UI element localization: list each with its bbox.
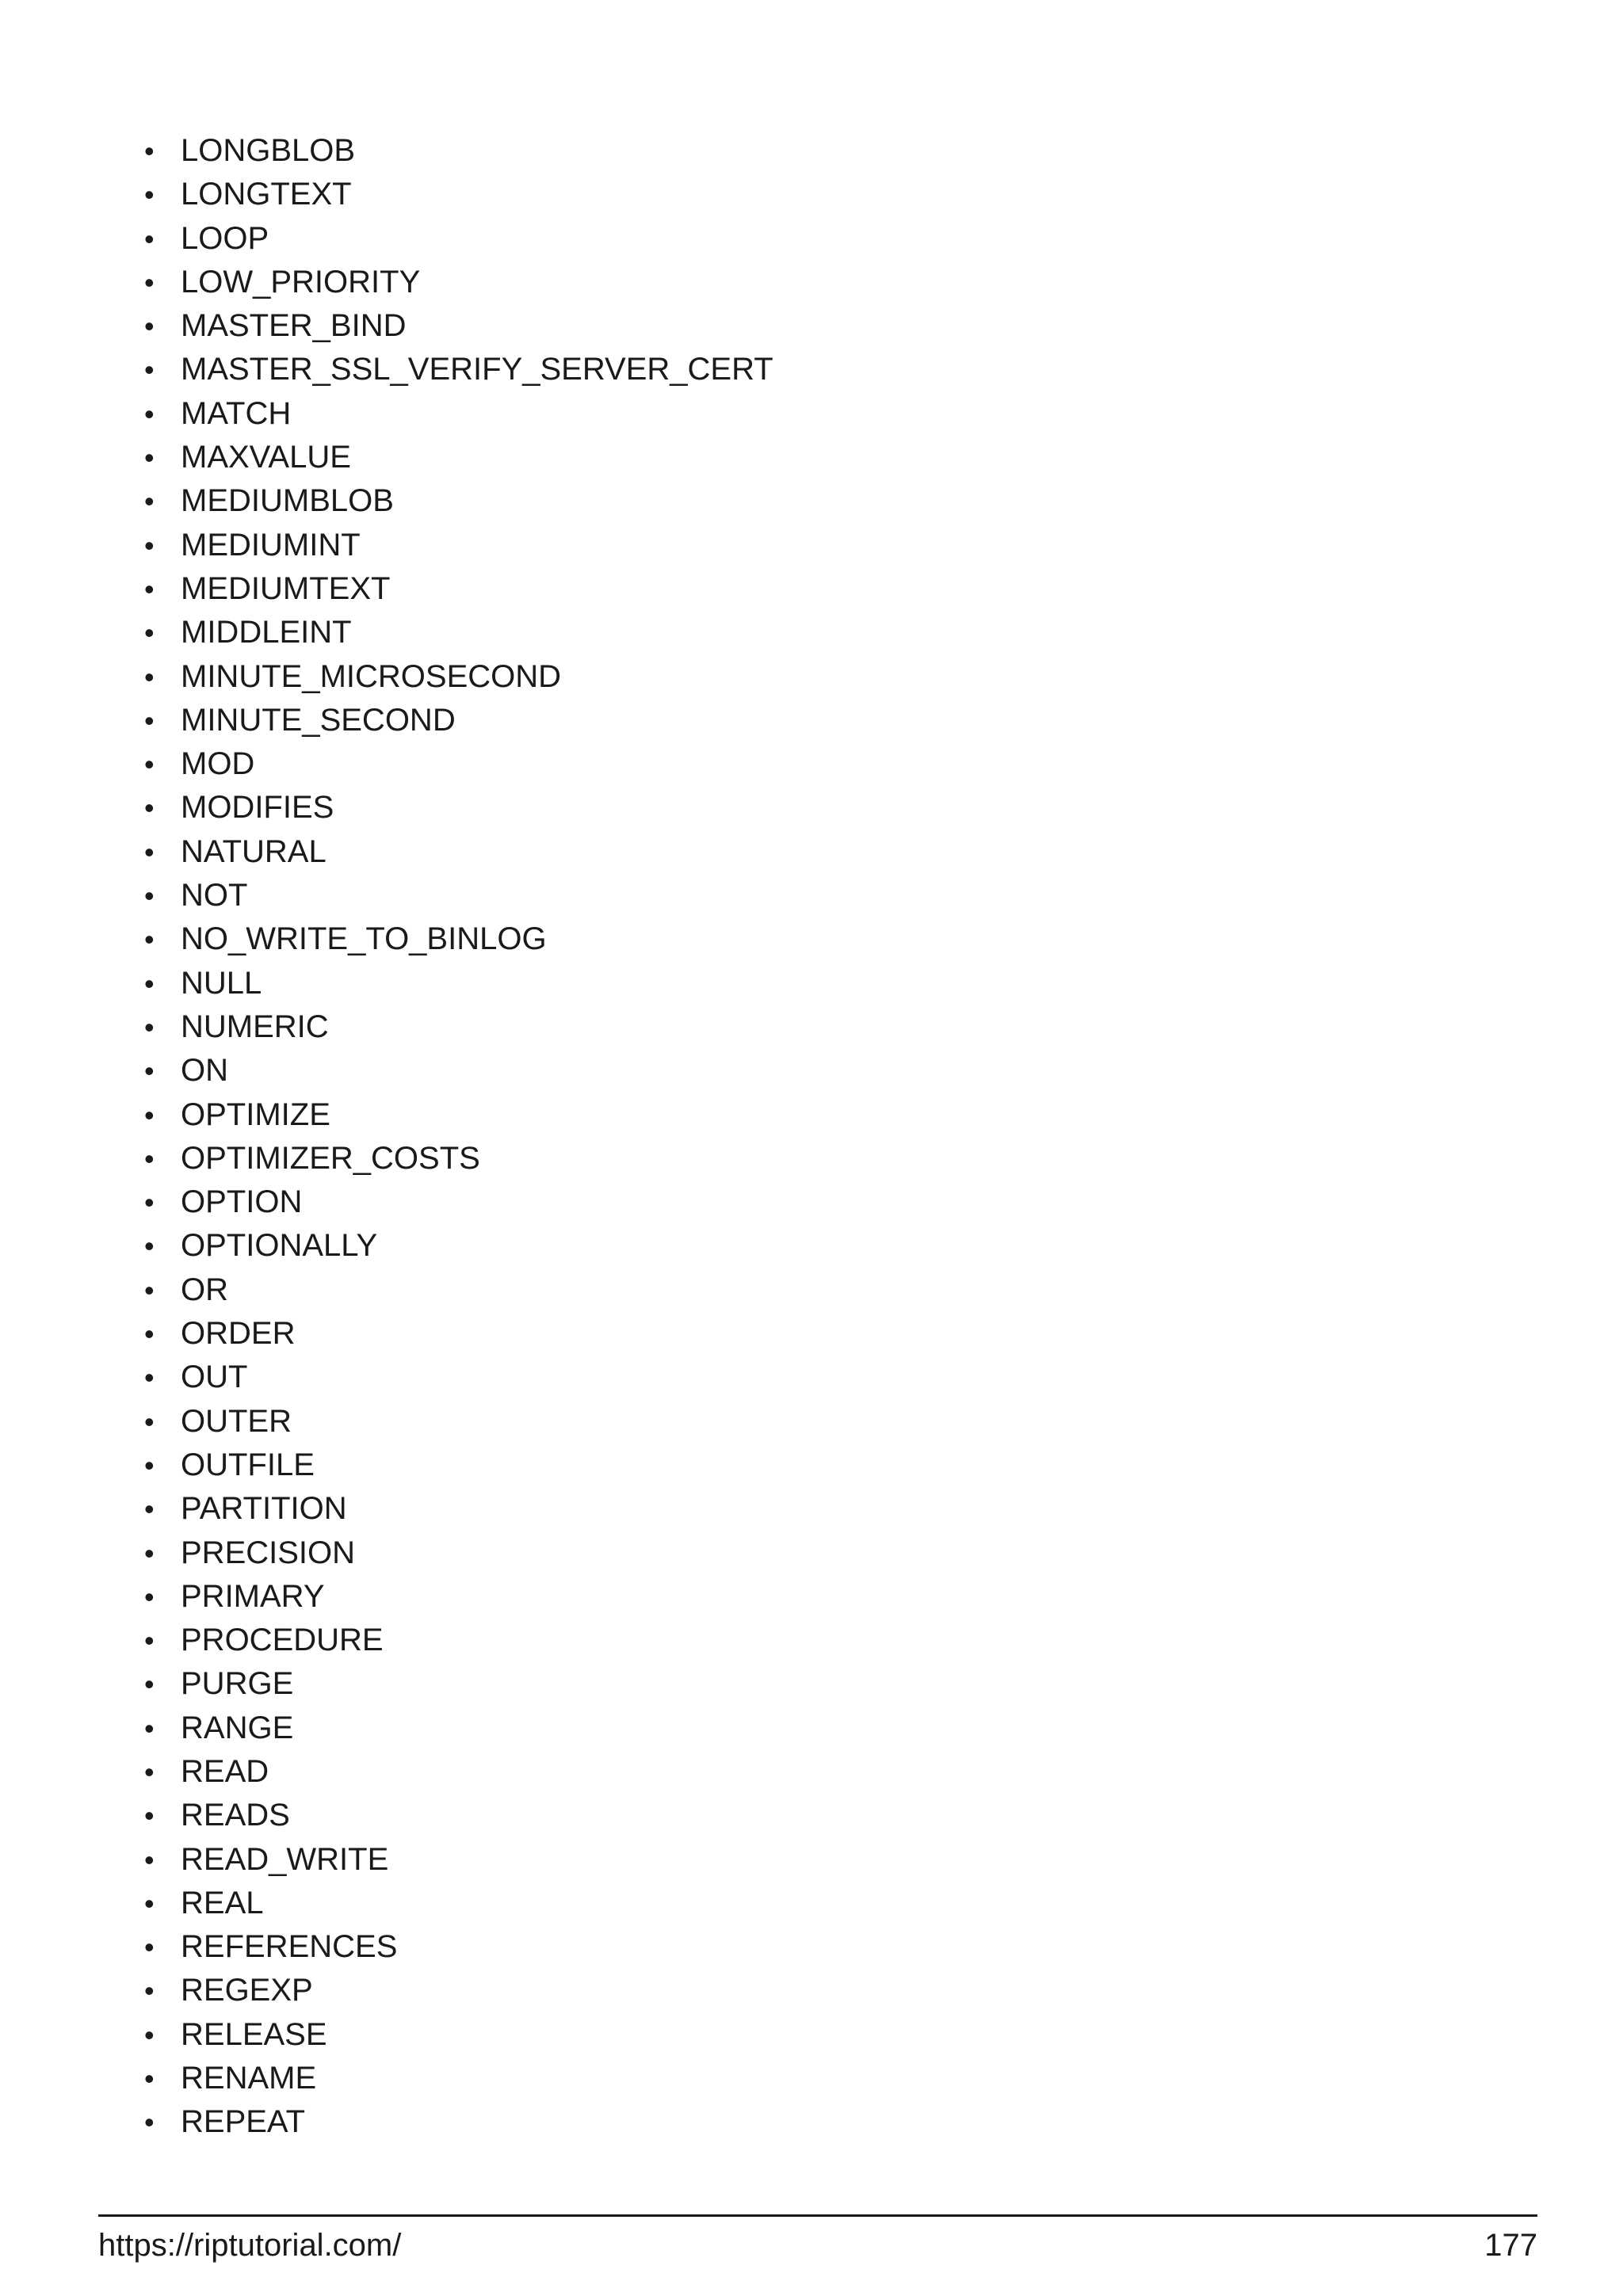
list-item [144,348,773,391]
keyword-text: READ [181,1753,269,1789]
footer-divider [98,2214,1537,2217]
bullet-icon: • [144,397,155,430]
keyword-text: PROCEDURE [181,1623,384,1658]
bullet-icon: • [144,923,155,956]
keyword-text: REPEAT [181,2104,306,2140]
bullet-icon: • [144,1668,155,1701]
bullet-icon: • [144,1843,155,1876]
keyword-text: LONGBLOB [181,133,356,168]
bullet-icon: • [144,704,155,737]
bullet-icon: • [144,660,155,693]
keyword-text: OPTION [181,1184,303,1220]
bullet-icon: • [144,1536,155,1569]
list-item [144,1969,773,2012]
list-item [144,1312,773,1356]
bullet-icon: • [144,1493,155,1526]
bullet-icon: • [144,178,155,212]
keyword-text: MASTER_BIND [181,308,407,344]
keyword-text: RENAME [181,2061,317,2096]
bullet-icon: • [144,1886,155,1920]
list-item [144,2057,773,2100]
list-item [144,479,773,523]
bullet-icon: • [144,1931,155,1964]
keyword-text: NO_WRITE_TO_BINLOG [181,921,547,957]
keyword-text: OPTIONALLY [181,1228,378,1264]
list-item [144,129,773,173]
list-item [144,830,773,874]
bullet-icon: • [144,748,155,781]
bullet-icon: • [144,1799,155,1833]
list-item [144,1487,773,1531]
bullet-icon: • [144,222,155,255]
list-item [144,699,773,742]
bullet-icon: • [144,353,155,387]
list-item [144,1400,773,1444]
bullet-icon: • [144,616,155,650]
keyword-text: MATCH [181,395,292,431]
bullet-icon: • [144,485,155,518]
keyword-text: OUT [181,1360,248,1395]
list-item [144,1619,773,1662]
list-item [144,786,773,830]
bullet-icon: • [144,1098,155,1131]
keyword-text: MINUTE_MICROSECOND [181,658,562,694]
list-item [144,1838,773,1882]
keyword-text: ON [181,1053,228,1089]
bullet-icon: • [144,2062,155,2096]
list-item [144,1575,773,1619]
bullet-icon: • [144,1974,155,2008]
keyword-text: PRECISION [181,1535,356,1570]
keyword-text: MINUTE_SECOND [181,702,456,738]
list-item [144,524,773,567]
list-item [144,1268,773,1312]
list-item [144,1794,773,1837]
keyword-text: MAXVALUE [181,440,351,475]
keyword-text: RELEASE [181,2016,327,2052]
list-item [144,1707,773,1750]
bullet-icon: • [144,310,155,343]
list-item [144,1444,773,1487]
keyword-text: NULL [181,965,262,1001]
keyword-text: OUTFILE [181,1447,315,1482]
list-item [144,1750,773,1794]
keyword-text: REFERENCES [181,1929,398,1965]
keyword-text: ORDER [181,1316,296,1352]
bullet-icon: • [144,135,155,167]
keyword-text: NOT [181,878,248,913]
keyword-text: OPTIMIZER_COSTS [181,1140,480,1176]
keyword-text: MEDIUMTEXT [181,570,391,606]
bullet-icon: • [144,572,155,605]
keyword-text: PARTITION [181,1491,347,1527]
list-item [144,874,773,917]
list-item [144,1180,773,1224]
list-item [144,1882,773,1925]
bullet-icon: • [144,1055,155,1088]
bullet-icon: • [144,2106,155,2139]
list-item [144,392,773,436]
list-item [144,217,773,261]
bullet-icon: • [144,791,155,825]
keyword-text: LOW_PRIORITY [181,264,421,299]
list-item [144,1356,773,1399]
list-item [144,2013,773,2057]
list-item [144,173,773,216]
keyword-text: MASTER_SSL_VERIFY_SERVER_CERT [181,352,773,387]
page-number: 177 [1484,2228,1537,2263]
keyword-text: PURGE [181,1666,294,1702]
bullet-icon: • [144,1711,155,1745]
list-item [144,611,773,654]
bullet-icon: • [144,1186,155,1219]
keyword-text: READ_WRITE [181,1841,389,1877]
bullet-icon: • [144,528,155,562]
list-item [144,1093,773,1137]
keyword-text: OPTIMIZE [181,1097,330,1132]
list-item [144,917,773,961]
bullet-icon: • [144,967,155,1000]
list-item [144,1049,773,1093]
bullet-icon: • [144,1405,155,1438]
list-item [144,1662,773,1706]
keyword-text: MEDIUMINT [181,527,361,563]
bullet-icon: • [144,1273,155,1306]
keyword-text: READS [181,1798,290,1833]
list-item [144,655,773,699]
keyword-text: REGEXP [181,1973,313,2008]
keyword-text: LOOP [181,220,269,256]
list-item [144,2100,773,2144]
keyword-text: OUTER [181,1403,292,1439]
list-item [144,1925,773,1969]
bullet-icon: • [144,879,155,913]
bullet-icon: • [144,1580,155,1613]
list-item [144,567,773,611]
list-item [144,436,773,479]
keyword-text: RANGE [181,1710,294,1745]
bullet-icon: • [144,1142,155,1175]
list-item [144,304,773,348]
bullet-icon: • [144,1361,155,1394]
footer-url: https://riptutorial.com/ [98,2228,402,2263]
keyword-text: REAL [181,1885,264,1920]
list-item [144,962,773,1005]
keyword-text: OR [181,1272,228,1307]
bullet-icon: • [144,1448,155,1482]
bullet-icon: • [144,1318,155,1351]
list-item [144,742,773,786]
bullet-icon: • [144,1624,155,1657]
list-item [144,1005,773,1049]
bullet-icon: • [144,441,155,475]
bullet-icon: • [144,1230,155,1263]
keyword-text: MOD [181,746,255,782]
list-item [144,1137,773,1180]
bullet-icon: • [144,835,155,868]
bullet-icon: • [144,265,155,299]
bullet-icon: • [144,1755,155,1788]
keyword-text: NUMERIC [181,1009,329,1044]
keyword-text: NATURAL [181,833,327,869]
list-item [144,261,773,304]
bullet-icon: • [144,2018,155,2051]
list-item [144,1531,773,1575]
keyword-text: LONGTEXT [181,177,352,212]
keyword-text: MEDIUMBLOB [181,483,394,519]
keyword-text: MIDDLEINT [181,615,352,650]
keyword-list [144,129,773,2145]
list-item [144,1224,773,1268]
keyword-text: PRIMARY [181,1578,325,1614]
bullet-icon: • [144,1010,155,1043]
keyword-text: MODIFIES [181,790,334,826]
